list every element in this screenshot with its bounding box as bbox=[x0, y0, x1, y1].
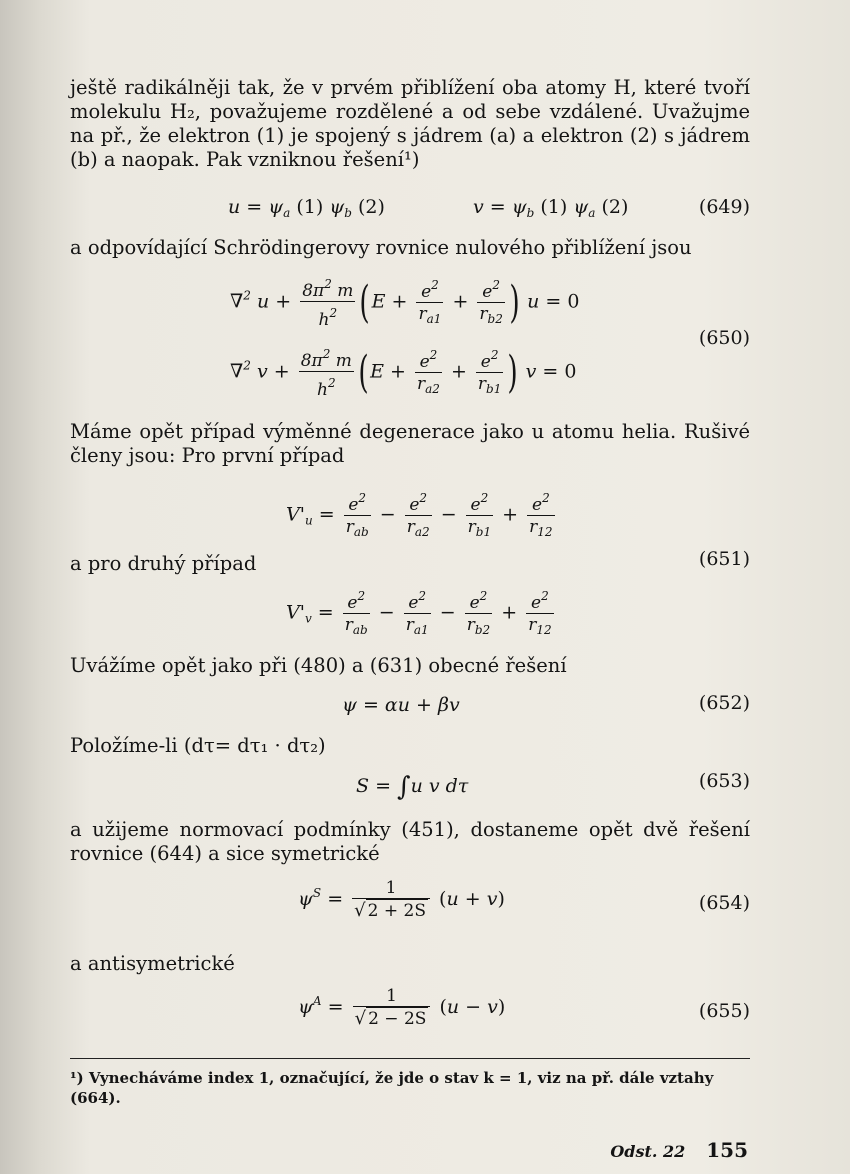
equation-number-655: (655) bbox=[698, 1000, 750, 1022]
paragraph-general-solution: Uvážíme opět jako při (480) a (631) obecné řešení bbox=[70, 654, 567, 677]
footnote-divider bbox=[70, 1058, 750, 1059]
equation-650-second: ∇$^2$ v + $\frac{8\pi^2 m}{h^2}$ (E + $\frac{e^2}{r_{a2}}$ + $\frac{e^2}{r_{b1}}$ ) v = 0 bbox=[230, 347, 577, 400]
equation-number-651: (651) bbox=[698, 548, 750, 570]
paragraph-intro: ještě radikálněji tak, že v prvém přiblížení oba atomy H, které tvoří molekulu H₂, považujeme rozdělené a od sebe vzdálené. Uvažujme na př., že elektron (1) je spojený s jádrem (a) a elektron (2) s jádrem (b) a naopak. Pak vzniknou řešení¹) bbox=[70, 76, 750, 171]
equation-number-653: (653) bbox=[698, 770, 750, 792]
equation-650-first: ∇$^2$ u + $\frac{8\pi^2 m}{h^2}$ (E + $\frac{e^2}{r_{a1}}$ + $\frac{e^2}{r_{b2}}$ ) u = 0 bbox=[230, 277, 580, 330]
equation-number-654: (654) bbox=[698, 892, 750, 914]
footnote: ¹) Vynecháváme index 1, označující, že jde o stav k = 1, viz na př. dále vztahy (664). bbox=[70, 1069, 714, 1107]
paragraph-schrodinger: a odpovídající Schrödingerovy rovnice nulového přiblížení jsou bbox=[70, 236, 692, 259]
page-number: 155 bbox=[706, 1138, 748, 1162]
section-label: Odst. 22 bbox=[610, 1142, 686, 1161]
paragraph-antisymmetric: a antisymetrické bbox=[70, 952, 235, 975]
paragraph-second-case: a pro druhý případ bbox=[70, 552, 257, 575]
equation-number-652: (652) bbox=[698, 692, 750, 714]
paragraph-normalization: a užijeme normovací podmínky (451), dostaneme opět dvě řešení rovnice (644) a sice symetrické bbox=[70, 818, 750, 865]
paragraph-setting: Položíme-li (dτ= dτ₁ · dτ₂) bbox=[70, 734, 326, 757]
equation-number-650: (650) bbox=[698, 327, 750, 349]
paragraph-degeneracy: Máme opět případ výměnné degenerace jako u atomu helia. Rušivé členy jsou: Pro první případ bbox=[70, 420, 750, 467]
page-footer bbox=[610, 1138, 748, 1162]
equation-655: $\psi^A$ = $\frac{1}{√ 2 - 2S}$ (u − v) bbox=[298, 986, 506, 1029]
equation-number-649: (649) bbox=[698, 196, 750, 218]
equation-651-second: $V'_v$ = $\frac{e^2}{r_{ab}}$ − $\frac{e^2}{r_{a1}}$ − $\frac{e^2}{r_{b2}}$ + $\frac{e^2}{r_{12}}$ bbox=[286, 586, 557, 641]
equation-649: $u = \psi_a$ (1) $\psi_b$ (2) $v = \psi_b$ (1) $\psi_a$ (2) bbox=[228, 196, 629, 220]
equation-654: $\psi^S$ = $\frac{1}{√ 2 + 2S}$ (u + v) bbox=[298, 878, 505, 921]
equation-651-first: $V'_u$ = $\frac{e^2}{r_{ab}}$ − $\frac{e^2}{r_{a2}}$ − $\frac{e^2}{r_{b1}}$ + $\frac{e^2}{r_{12}}$ bbox=[286, 488, 558, 543]
equation-652: ψ = αu + βv bbox=[342, 694, 460, 716]
equation-653: S = ∫u v dτ bbox=[356, 772, 469, 802]
